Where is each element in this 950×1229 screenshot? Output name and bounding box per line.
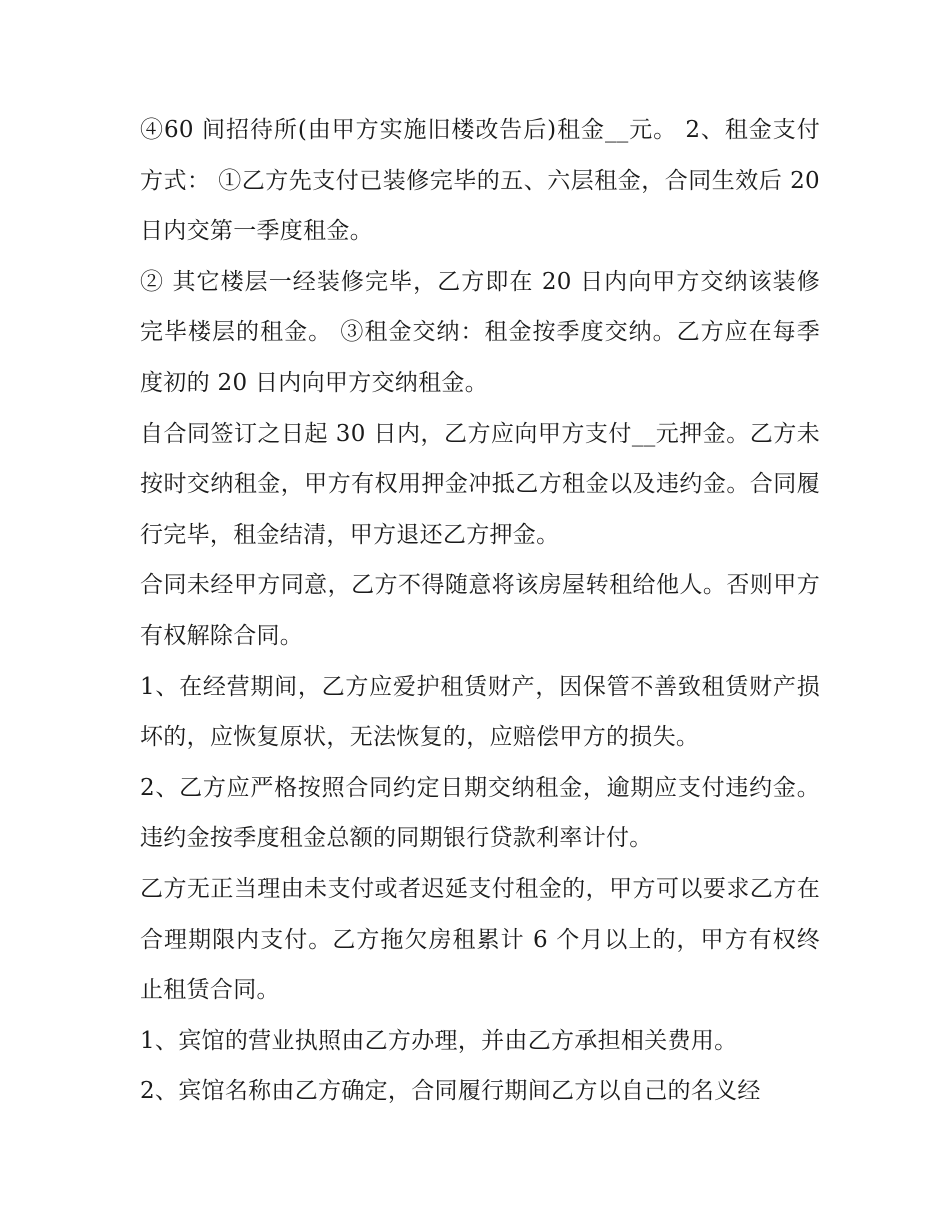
paragraph-sublease: 合同未经甲方同意，乙方不得随意将该房屋转租给他人。否则甲方有权解除合同。 bbox=[140, 572, 820, 649]
paragraph-property-care: 1、在经营期间，乙方应爱护租赁财产，因保管不善致租赁财产损坏的，应恢复原状，无法恢复的，应赔偿甲方的损失。 bbox=[140, 673, 820, 751]
paragraph-rent-payment-method: ④60 间招待所(由甲方实施旧楼改告后)租金__元。 2、租金支付方式： ①乙方先支付已装修完毕的五、六层租金，合同生效后 20 日内交第一季度租金。 bbox=[140, 117, 820, 245]
paragraph-deposit: 自合同签订之日起 30 日内，乙方应向甲方支付__元押金。乙方未按时交纳租金，甲方有权用押金冲抵乙方租金以及违约金。合同履行完毕，租金结清，甲方退还乙方押金。 bbox=[140, 420, 820, 548]
paragraph-late-payment: 2、乙方应严格按照合同约定日期交纳租金，逾期应支付违约金。违约金按季度租金总额的同期银行贷款利率计付。 bbox=[140, 774, 820, 852]
paragraph-business-license: 1、宾馆的营业执照由乙方办理，并由乙方承担相关费用。 bbox=[140, 1027, 738, 1054]
paragraph-unpaid-rent: 乙方无正当理由未支付或者迟延支付租金的，甲方可以要求乙方在合理期限内支付。乙方拖欠房租累计 6 个月以上的，甲方有权终止租赁合同。 bbox=[140, 875, 820, 1004]
paragraph-other-floors-rent: ② 其它楼层一经装修完毕，乙方即在 20 日内向甲方交纳该装修完毕楼层的租金。 ③租金交纳：租金按季度交纳。乙方应在每季度初的 20 日内向甲方交纳租金。 bbox=[140, 268, 820, 396]
paragraph-hotel-name: 2、宾馆名称由乙方确定，合同履行期间乙方以自己的名义经 bbox=[140, 1078, 761, 1105]
document-body bbox=[140, 105, 820, 1117]
